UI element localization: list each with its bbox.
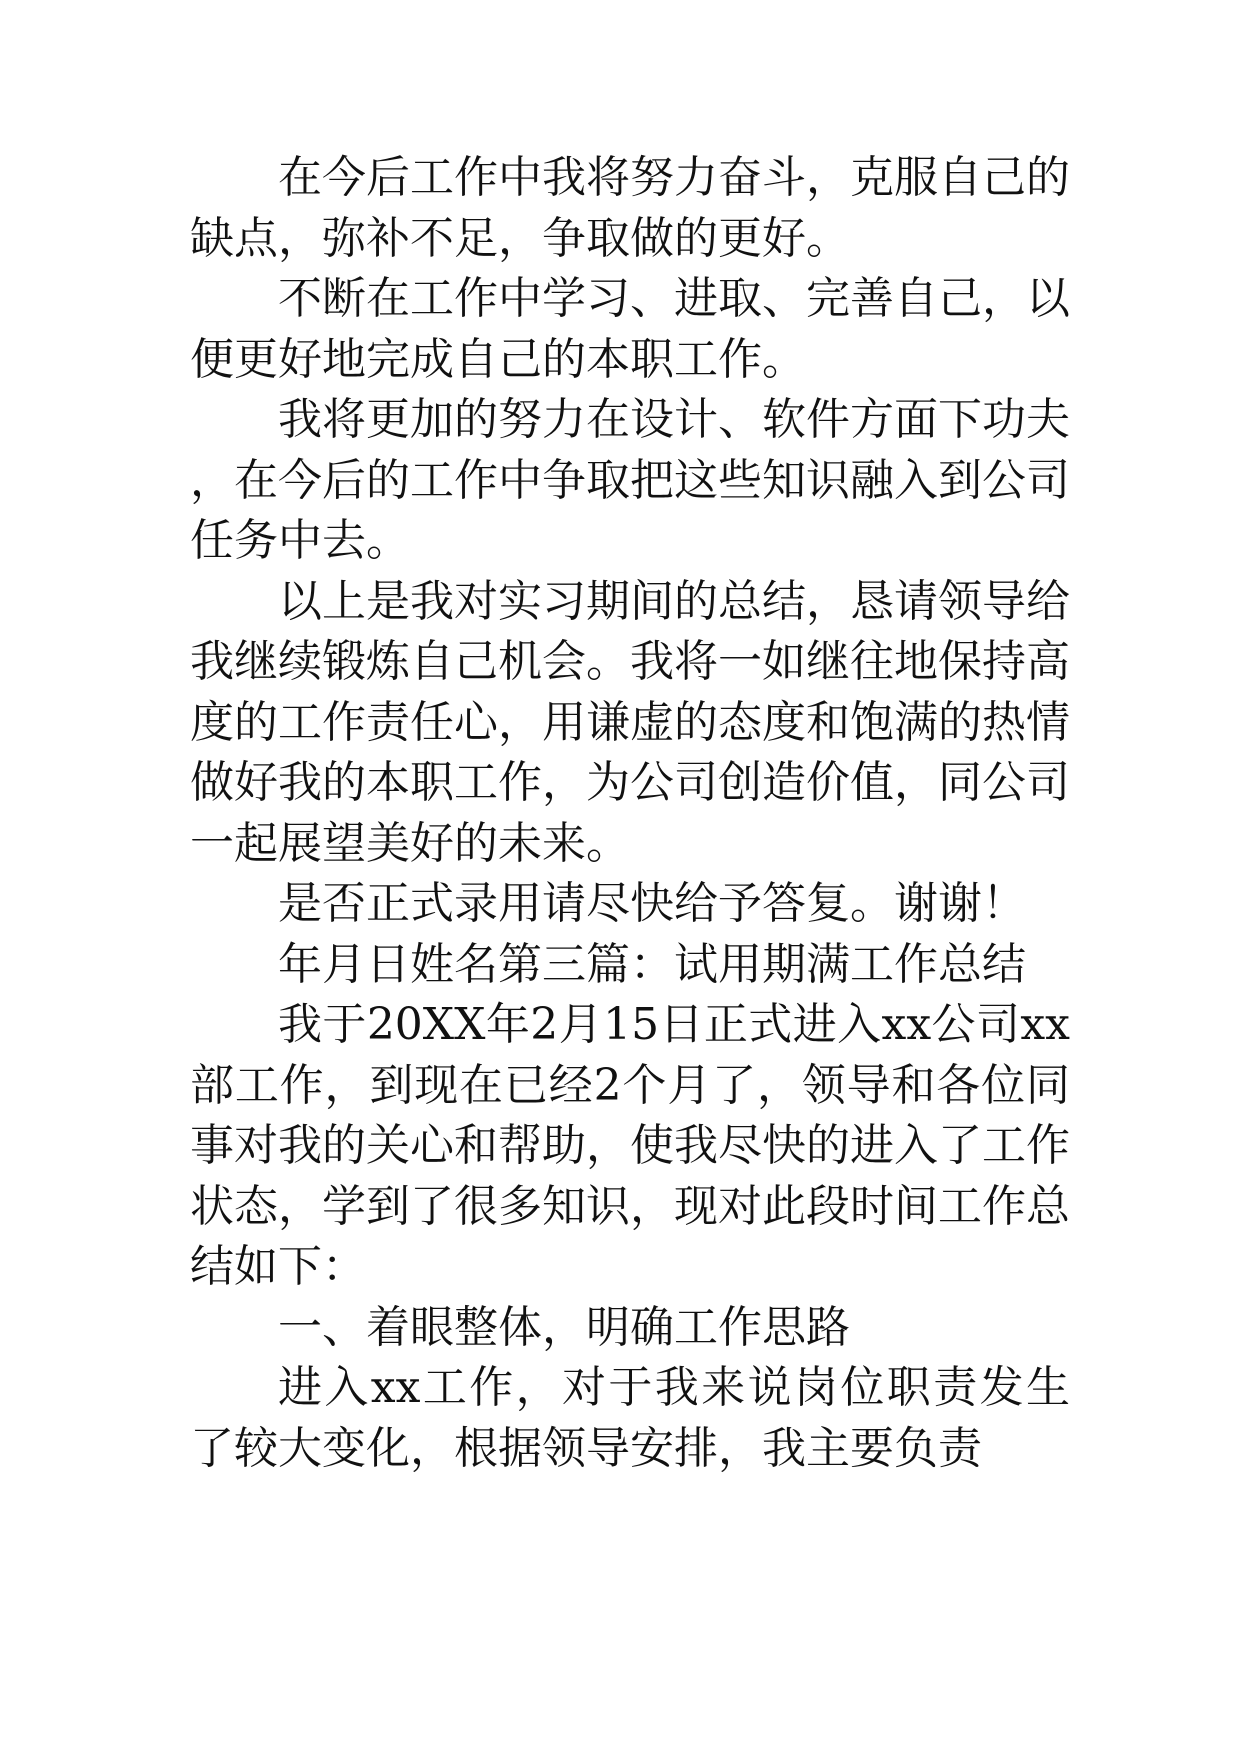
paragraph-3: 我将更加的努力在设计、软件方面下功夫，在今后的工作中争取把这些知识融入到公司任务中去。 [190, 394, 1070, 566]
section-heading: 一、着眼整体，明确工作思路 [278, 1301, 850, 1353]
paragraph-7: 我于20XX年2月15日正式进入xx公司xx部工作，到现在已经2个月了，领导和各位同事对我的关心和帮助，使我尽快的进入了工作状态，学到了很多知识，现对此段时间工作总结如下： [190, 999, 1070, 1292]
document-body [190, 148, 1070, 1479]
paragraph-5: 是否正式录用请尽快给予答复。谢谢！ [278, 878, 1026, 929]
paragraph-6: 年月日姓名第三篇：试用期满工作总结 [278, 938, 1026, 990]
paragraph-4: 以上是我对实习期间的总结，恳请领导给我继续锻炼自己机会。我将一如继往地保持高度的工作责任心，用谦虚的态度和饱满的热情做好我的本职工作，为公司创造价值，同公司一起展望美好的未来。 [190, 575, 1070, 869]
paragraph-2: 不断在工作中学习、进取、完善自己，以便更好地完成自己的本职工作。 [190, 273, 1070, 385]
paragraph-9: 进入xx工作，对于我来说岗位职责发生了较大变化，根据领导安排，我主要负责 [190, 1362, 1070, 1474]
paragraph-1: 在今后工作中我将努力奋斗，克服自己的缺点，弥补不足，争取做的更好。 [190, 152, 1070, 264]
